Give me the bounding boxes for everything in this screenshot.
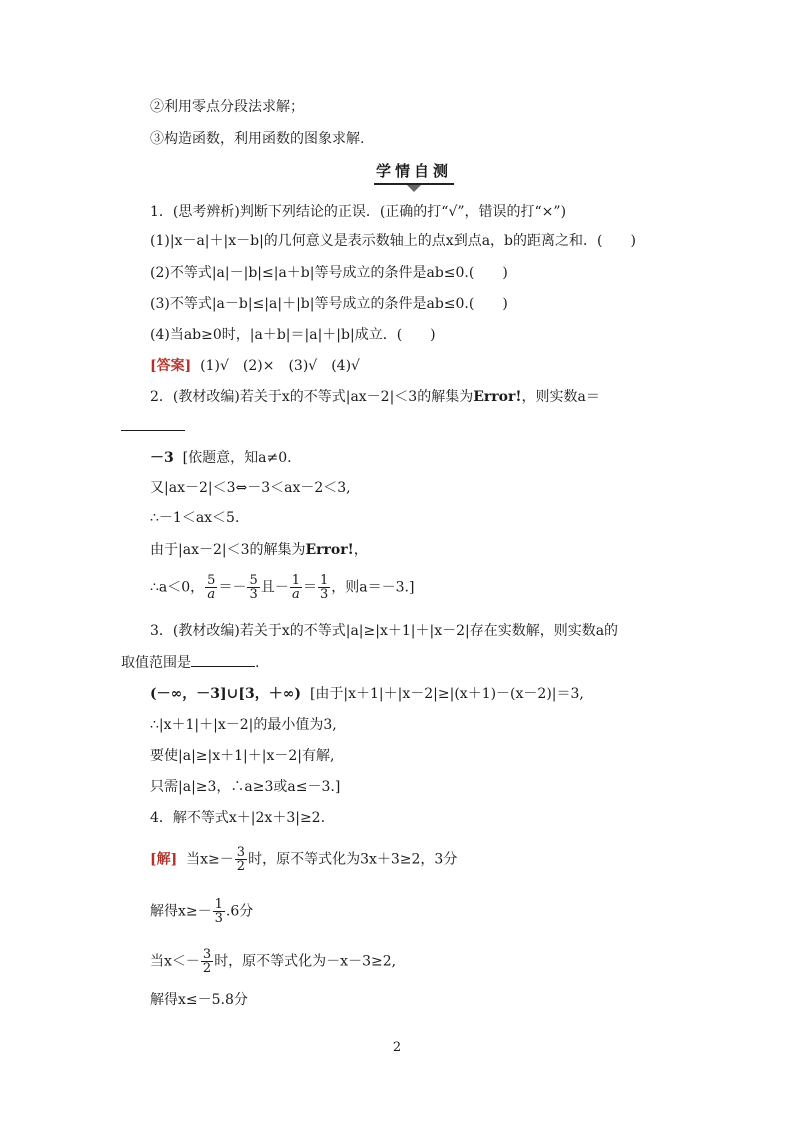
q2-stem — [150, 387, 600, 407]
q2-l5a: ∴a＜0， — [150, 579, 205, 596]
q2-solution-3: ∴－1＜ax＜5. — [150, 510, 240, 526]
q1-statement-3: (3)不等式|a－b|≤|a|＋|b|等号成立的条件是ab≤0.( ) — [150, 296, 508, 312]
section-header — [374, 160, 454, 192]
q2-line-4a: 由于|ax－2|＜3的解集为 — [150, 542, 306, 558]
q1-statement-1: (1)|x－a|＋|x－b|的几何意义是表示数轴上的点x到点a，b的距离之和．( ) — [150, 233, 636, 249]
q2-line-4b: ， — [353, 542, 368, 558]
q2-answer-blank — [121, 417, 185, 437]
q3-solution-2: ∴|x＋1|＋|x－2|的最小值为3, — [150, 717, 337, 733]
q2-eq2: ＝ — [303, 579, 318, 596]
fraction: $\frac{3}{2}$ — [236, 845, 246, 874]
q3-answer-value: (－∞，－3]∪[3，＋∞) — [150, 686, 302, 702]
answer-text: (1)√ (2)× (3)√ (4)√ — [200, 358, 360, 374]
method-3: ③构造函数，利用函数的图象求解. — [150, 131, 365, 147]
title-marker-icon — [407, 185, 421, 192]
section-title: 学情自测 — [375, 162, 452, 180]
q1-answer — [150, 356, 360, 376]
q4-l1b: 时，原不等式化为3x＋3≥2，3分 — [248, 851, 458, 868]
q1-stem: 1．(思考辨析)判断下列结论的正误．(正确的打“√”，错误的打“×”) — [150, 204, 567, 220]
fraction: $\frac{3}{2}$ — [202, 947, 212, 976]
q3-solution-1 — [150, 684, 584, 704]
q2-answer-value: －3 — [150, 450, 174, 466]
q2-solution-4 — [150, 540, 368, 560]
q3-stem2: 取值范围是 — [121, 655, 191, 671]
q2-eq1: ＝－ — [218, 579, 247, 596]
fraction: $\frac{1}{3}$ — [214, 897, 223, 926]
q1-statement-2: (2)不等式|a|－|b|≤|a＋b|等号成立的条件是ab≤0.( ) — [150, 265, 508, 281]
q3-solution-4: 只需|a|≥3，∴a≥3或a≤－3.] — [150, 779, 341, 795]
error-text: Error! — [473, 389, 522, 405]
q4-l2b: .6分 — [225, 903, 254, 920]
q4-solution-2 — [150, 898, 253, 925]
q4-l1a: 当x≥－ — [186, 851, 234, 868]
q2-stem-a: 2．(教材改编)若关于x的不等式|ax－2|＜3的解集为 — [150, 389, 474, 405]
method-2: ②利用零点分段法求解； — [150, 99, 304, 115]
q2-line-1: [依题意，知a≠0. — [182, 450, 292, 466]
fraction: $\frac{5}{3}$ — [249, 573, 258, 602]
q3-stem: 3．(教材改编)若关于x的不等式|a|≥|x＋1|＋|x－2|存在实数解，则实数a的 — [150, 623, 619, 639]
q4-l3b: 时，原不等式化为－x－3≥2, — [214, 953, 397, 970]
answer-tag: [答案] — [150, 358, 192, 374]
fraction: $\frac{1}{3}$ — [320, 573, 329, 602]
q4-l2a: 解得x≥－ — [150, 903, 212, 920]
q2-l5b: ，则a＝－3.] — [331, 579, 415, 596]
fraction: $\frac{1}{a}$ — [291, 573, 301, 602]
q1-statement-4: (4)当ab≥0时，|a＋b|＝|a|＋|b|成立．( ) — [150, 327, 436, 343]
q2-solution-5 — [150, 574, 414, 601]
q4-solution-4: 解得x≤－5.8分 — [150, 992, 248, 1008]
q2-solution-2: 又|ax－2|＜3⇔－3＜ax－2＜3, — [150, 480, 351, 496]
q4-solution-3 — [150, 948, 396, 975]
solution-tag: [解] — [150, 851, 178, 868]
q4-stem: 4．解不等式x＋|2x＋3|≥2. — [150, 810, 326, 826]
q3-stem-2 — [121, 653, 259, 673]
fraction: $\frac{5}{a}$ — [207, 573, 216, 602]
q3-line-1: [由于|x＋1|＋|x－2|≥|(x＋1)－(x－2)|＝3, — [309, 686, 584, 702]
q2-and: 且－ — [260, 579, 289, 596]
q4-l3a: 当x＜－ — [150, 953, 200, 970]
q2-stem-b: ，则实数a＝ — [521, 389, 600, 405]
page-number: 2 — [392, 1040, 402, 1055]
q3-stem2-end: . — [255, 655, 260, 671]
error-text-2: Error! — [305, 542, 354, 558]
q2-solution-1 — [150, 448, 292, 468]
q3-solution-3: 要使|a|≥|x＋1|＋|x－2|有解, — [150, 748, 335, 764]
q4-solution-1 — [150, 846, 457, 873]
